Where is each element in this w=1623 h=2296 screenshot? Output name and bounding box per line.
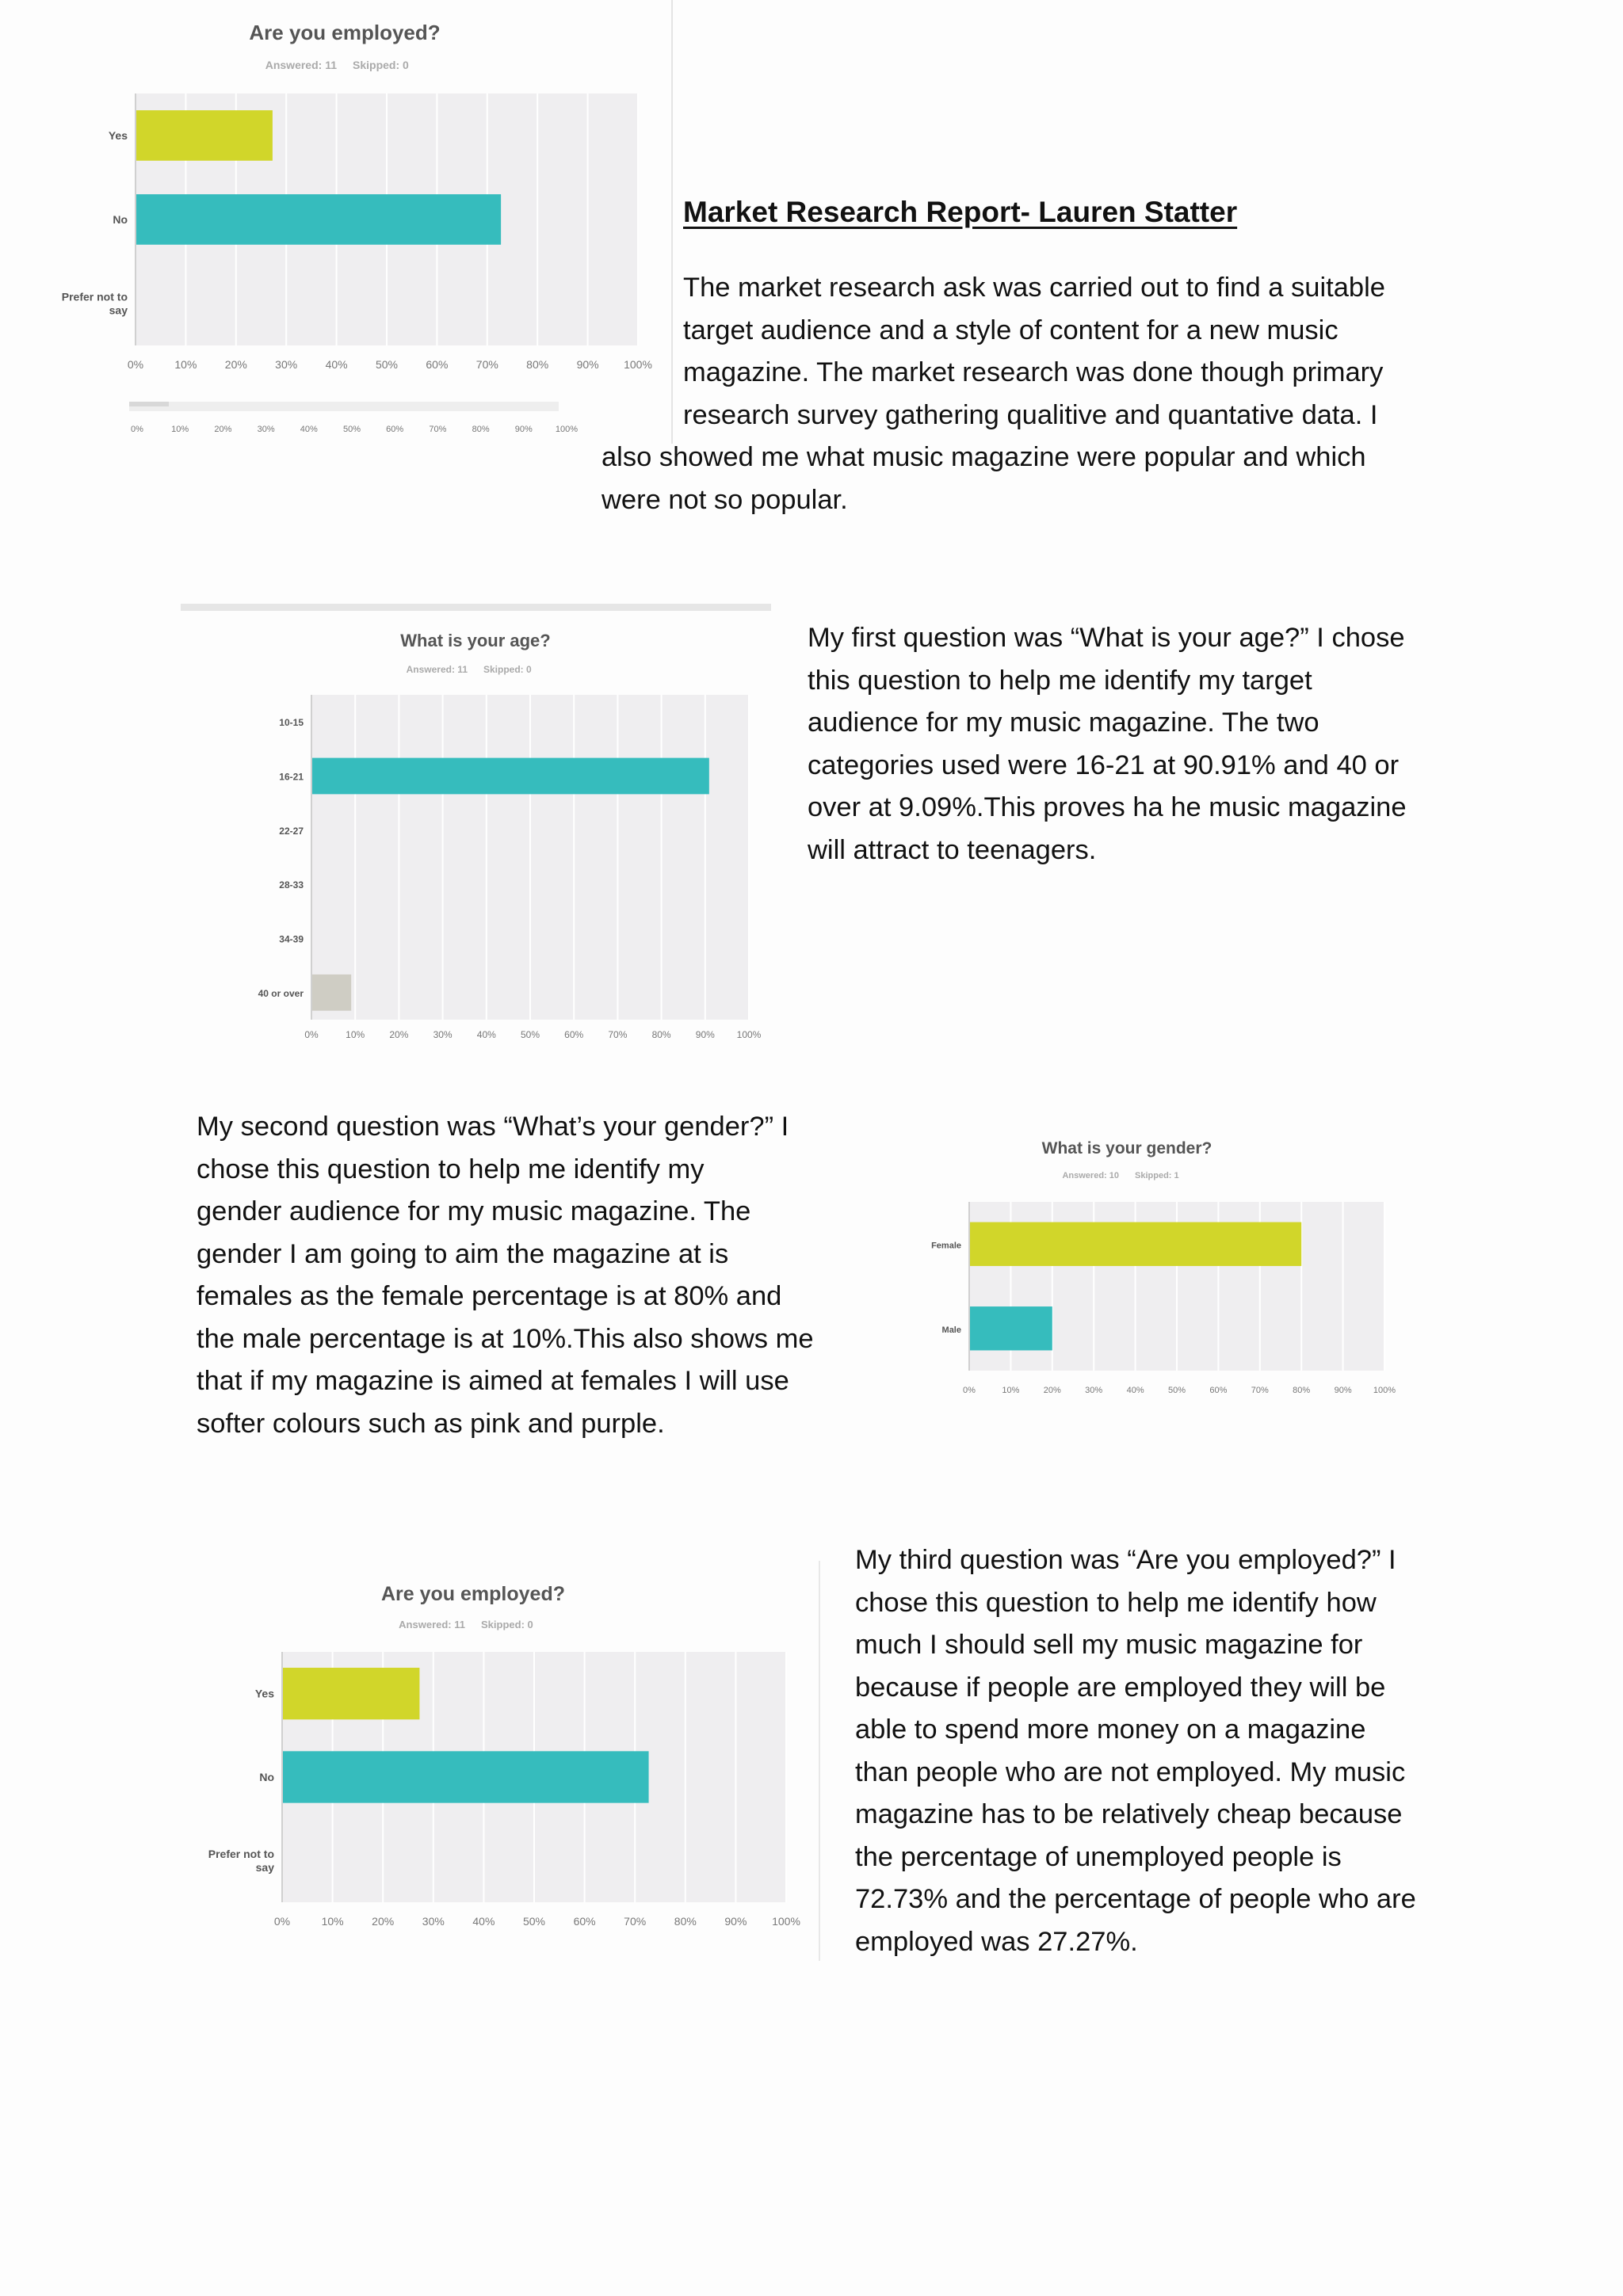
scrollbar-tick-label: 10% [171,425,189,434]
category-label-line: No [113,213,128,226]
x-tick-label: 40% [325,358,348,371]
chart-answered-count: Answered: 11 [406,664,468,675]
category-label [279,879,304,891]
category-label [258,988,304,999]
category-label-line: Yes [108,129,128,142]
chart-top-employed-svg [0,0,674,444]
category-label [279,826,304,837]
scrollbar-track [129,402,559,411]
category-label [279,772,304,783]
category-label-line: No [259,1771,274,1783]
intro-line: The market research ask was carried out to find a suitable [683,273,1385,303]
q3-line: because if people are employed they will be [855,1672,1386,1703]
x-tick-label: 30% [1085,1386,1103,1395]
chart-skipped-count: Skipped: 0 [481,1619,533,1630]
chart-gender-svg [840,1125,1415,1414]
category-label-line: 16-21 [279,771,304,783]
x-tick-label: 0% [304,1029,319,1040]
x-tick-label: 100% [772,1915,800,1928]
q1-paragraph [808,617,1608,871]
x-tick-label: 70% [475,358,498,371]
chart-skipped-count: Skipped: 0 [483,664,532,675]
scrollbar-tick-label: 70% [429,425,447,434]
chart-bottom-employed-svg [144,1561,820,1961]
x-tick-label: 70% [624,1915,647,1928]
x-tick-label: 10% [174,358,197,371]
card-top-bar [181,604,771,611]
x-tick-label: 0% [273,1915,291,1928]
category-label-line: 22-27 [279,825,304,837]
q3-line: 72.73% and the percentage of people who are [855,1884,1416,1914]
x-tick-label: 50% [1167,1386,1186,1395]
x-tick-label: 70% [608,1029,628,1040]
bar-yes [136,110,273,161]
q2-line: the male percentage is at 10%.This also shows me [197,1323,814,1354]
intro-line: also showed me what music magazine were popular and which [601,442,1366,472]
q3-line: My third question was “Are you employed?” I [855,1545,1396,1575]
category-label [109,129,128,142]
x-tick-label: 80% [1293,1386,1311,1395]
category-label-line: Prefer not to [208,1847,274,1860]
q2-line: females as the female percentage is at 80% and [197,1281,782,1311]
category-label-line: Male [941,1325,961,1335]
category-label-line: Yes [254,1687,274,1700]
x-tick-label: 20% [1043,1386,1061,1395]
chart-skipped-count: Skipped: 1 [1135,1171,1179,1180]
x-tick-label: 30% [275,358,298,371]
scrollbar-tick-label: 30% [257,425,275,434]
q3-paragraph [855,1539,1600,1963]
x-tick-label: 80% [674,1915,697,1928]
bar-no [283,1751,649,1802]
x-tick-label: 90% [576,358,599,371]
x-tick-label: 80% [651,1029,671,1040]
q1-line: My first question was “What is your age?” I chose [808,623,1405,653]
q2-line: chose this question to help me identify my [197,1154,705,1184]
category-label [255,1688,274,1700]
q1-line: audience for my music magazine. The two [808,707,1319,738]
x-tick-label: 70% [1251,1386,1269,1395]
x-tick-label: 90% [695,1029,715,1040]
x-tick-label: 60% [426,358,449,371]
chart-answered-count: Answered: 10 [1062,1171,1119,1180]
chart-top-employed [0,0,674,444]
bar-yes [283,1668,419,1719]
chart-age-svg [181,604,771,1077]
x-tick-label: 60% [1209,1386,1228,1395]
q3-line: than people who are not employed. My music [855,1756,1406,1787]
category-label [259,1771,274,1783]
category-label [113,213,128,226]
intro-line: target audience and a style of content for a new music [683,315,1338,345]
x-tick-label: 60% [573,1915,596,1928]
q3-line: much I should sell my music magazine for [855,1630,1363,1660]
category-label-line: 28-33 [279,879,304,891]
x-tick-label: 100% [624,358,652,371]
chart-answered-count: Answered: 11 [265,59,337,71]
category-label [279,717,304,728]
q2-line: My second question was “What’s your gender?” I [197,1112,789,1142]
category-label-line: say [255,1860,274,1874]
q1-line: categories used were 16-21 at 90.91% and 40 or [808,749,1400,780]
x-tick-label: 50% [375,358,399,371]
category-label-line: 34-39 [279,933,304,945]
x-tick-label: 40% [472,1915,495,1928]
x-tick-label: 10% [321,1915,344,1928]
chart-age [181,604,771,1077]
category-label-line: Female [931,1241,961,1251]
scrollbar-tick-label: 40% [300,425,318,434]
x-tick-label: 90% [1334,1386,1352,1395]
chart-gender [840,1125,1415,1414]
q3-line: the percentage of unemployed people is [855,1841,1342,1872]
x-tick-label: 10% [346,1029,365,1040]
x-tick-label: 20% [372,1915,395,1928]
q3-line: employed was 27.27%. [855,1926,1138,1957]
scrollbar-thumb [129,402,169,406]
x-tick-label: 50% [520,1029,540,1040]
q1-line: will attract to teenagers. [808,834,1097,865]
q3-line: able to spend more money on a magazine [855,1714,1366,1745]
x-tick-label: 20% [389,1029,409,1040]
category-label [279,934,304,945]
scrollbar-tick-label: 0% [131,425,143,434]
x-tick-label: 100% [1373,1386,1396,1395]
x-tick-label: 90% [724,1915,747,1928]
chart-answered-count: Answered: 11 [399,1619,465,1630]
x-tick-label: 60% [564,1029,584,1040]
intro-line: research survey gathering qualitive and quantative data. I [683,399,1378,430]
scrollbar-tick-label: 50% [342,425,361,434]
report-title: Market Research Report- Lauren Statter [683,196,1238,228]
x-tick-label: 0% [963,1386,976,1395]
scrollbar-tick-label: 80% [472,425,490,434]
bar-no [136,194,501,245]
q3-line: magazine has to be relatively cheap because [855,1799,1403,1829]
chart-title: Are you employed? [381,1583,565,1605]
chart-title: Are you employed? [249,21,441,44]
q2-line: gender I am going to aim the magazine at is [197,1238,729,1269]
category-label-line: say [109,303,128,317]
category-label [931,1241,961,1250]
intro-line: magazine. The market research was done though primary [683,357,1384,387]
category-label-line: Prefer not to [61,290,128,303]
bar-male [970,1306,1052,1350]
intro-paragraph [683,267,1594,437]
chart-title: What is your gender? [1041,1139,1212,1158]
x-tick-label: 40% [476,1029,496,1040]
bar-female [970,1222,1301,1266]
scrollbar-tick-label: 20% [214,425,232,434]
intro-paragraph-tail [601,437,1592,521]
bar-16-21 [312,758,709,795]
q2-paragraph [197,1106,846,1445]
chart-bottom-employed [144,1561,820,1961]
q2-line: softer colours such as pink and purple. [197,1408,665,1439]
intro-line: were not so popular. [601,484,848,515]
category-label [942,1325,961,1335]
bar-40-or-over [312,974,351,1011]
x-tick-label: 50% [522,1915,546,1928]
scrollbar-tick-label: 90% [514,425,533,434]
chart-title: What is your age? [400,631,551,650]
q1-line: this question to help me identify my target [808,665,1312,696]
q2-line: that if my magazine is aimed at females I will use [197,1366,789,1396]
x-tick-label: 30% [422,1915,445,1928]
category-label-line: 40 or over [258,987,304,999]
x-tick-label: 20% [224,358,247,371]
x-tick-label: 100% [736,1029,762,1040]
category-label-line: 10-15 [279,717,304,729]
scrollbar-tick-label: 60% [386,425,404,434]
chart-skipped-count: Skipped: 0 [353,59,409,71]
q1-line: over at 9.09%.This proves ha he music magazine [808,792,1407,822]
x-tick-label: 80% [526,358,549,371]
x-tick-label: 30% [433,1029,453,1040]
x-tick-label: 0% [127,358,144,371]
q2-line: gender audience for my music magazine. The [197,1196,751,1226]
q3-line: chose this question to help me identify how [855,1587,1377,1618]
x-tick-label: 40% [1126,1386,1144,1395]
x-tick-label: 10% [1002,1386,1020,1395]
scrollbar-tick-label: 100% [555,425,579,434]
